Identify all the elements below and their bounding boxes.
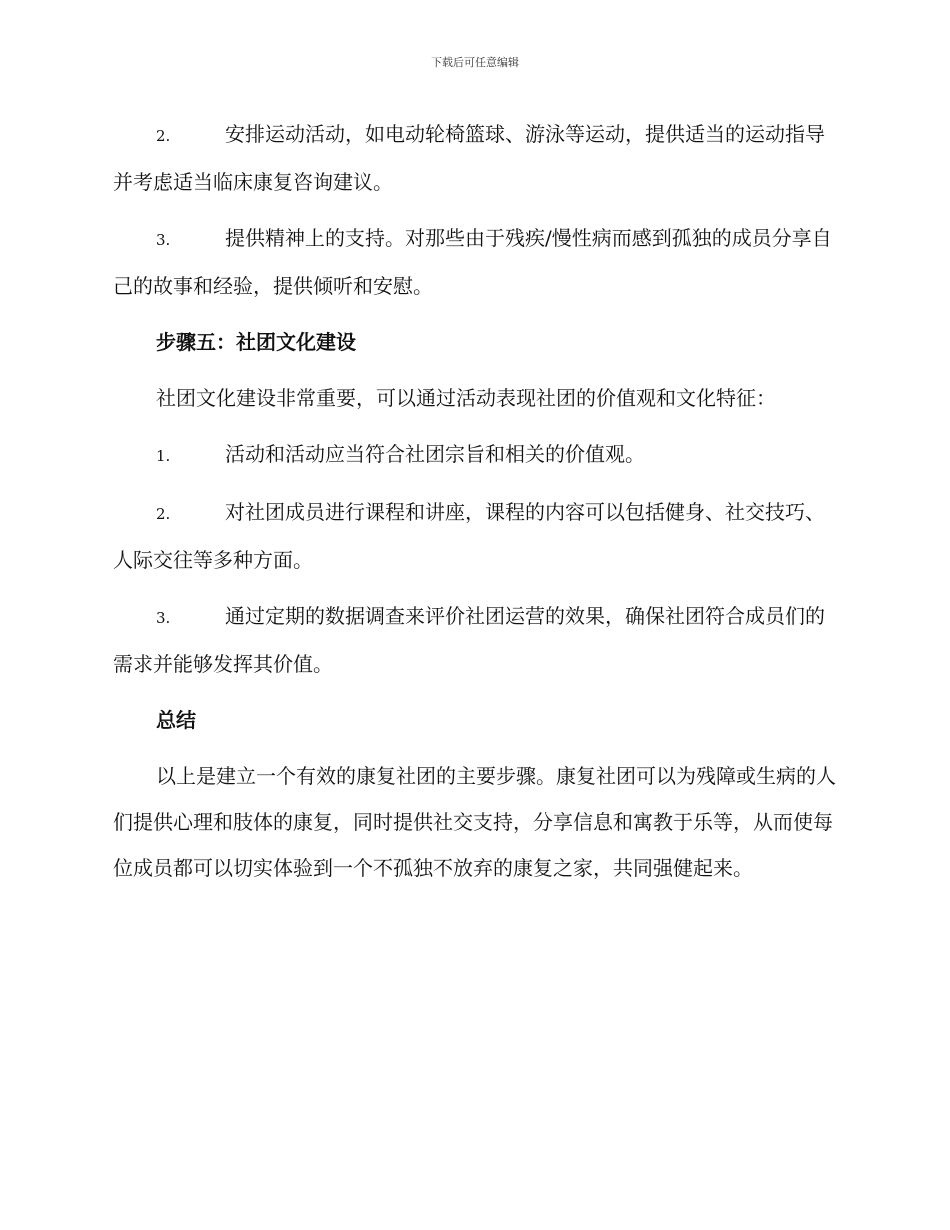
- list-item-text: 对社团成员进行课程和讲座，课程的内容可以包括健身、社交技巧、人际交往等多种方面。: [113, 500, 825, 572]
- section-heading-step5: 步骤五：社团文化建设: [156, 330, 356, 354]
- list-item-text: 通过定期的数据调查来评价社团运营的效果，确保社团符合成员们的需求并能够发挥其价值。: [113, 604, 825, 676]
- document-body: [113, 111, 837, 901]
- section-intro: 社团文化建设非常重要，可以通过活动表现社团的价值观和文化特征：: [156, 386, 776, 410]
- list-item-number: 2.: [156, 127, 171, 145]
- list-item-number: 1.: [156, 447, 171, 465]
- list-item-text: 安排运动活动，如电动轮椅篮球、游泳等运动，提供适当的运动指导并考虑适当临床康复咨询建议。: [113, 122, 825, 194]
- list-item: [113, 111, 837, 205]
- list-item-number: 3.: [156, 231, 171, 249]
- list-item: [113, 431, 837, 479]
- list-item: [113, 489, 837, 583]
- section-heading-summary: 总结: [156, 708, 196, 732]
- list-item-text: 活动和活动应当符合社团宗旨和相关的价值观。: [225, 442, 645, 466]
- page-header: 下载后可任意编辑: [431, 56, 519, 69]
- list-item-number: 3.: [156, 609, 171, 627]
- list-item-number: 2.: [156, 505, 171, 523]
- list-item: [113, 215, 837, 309]
- list-item-text: 提供精神上的支持。对那些由于残疾/慢性病而感到孤独的成员分享自己的故事和经验，提供倾听和安慰。: [113, 226, 832, 298]
- list-item: [113, 593, 837, 687]
- summary-paragraph: 以上是建立一个有效的康复社团的主要步骤。康复社团可以为残障或生病的人们提供心理和肢体的康复，同时提供社交支持，分享信息和寓教于乐等，从而使每位成员都可以切实体验到一个不孤独不放弃的康复之家，共同强健起来。: [113, 764, 836, 880]
